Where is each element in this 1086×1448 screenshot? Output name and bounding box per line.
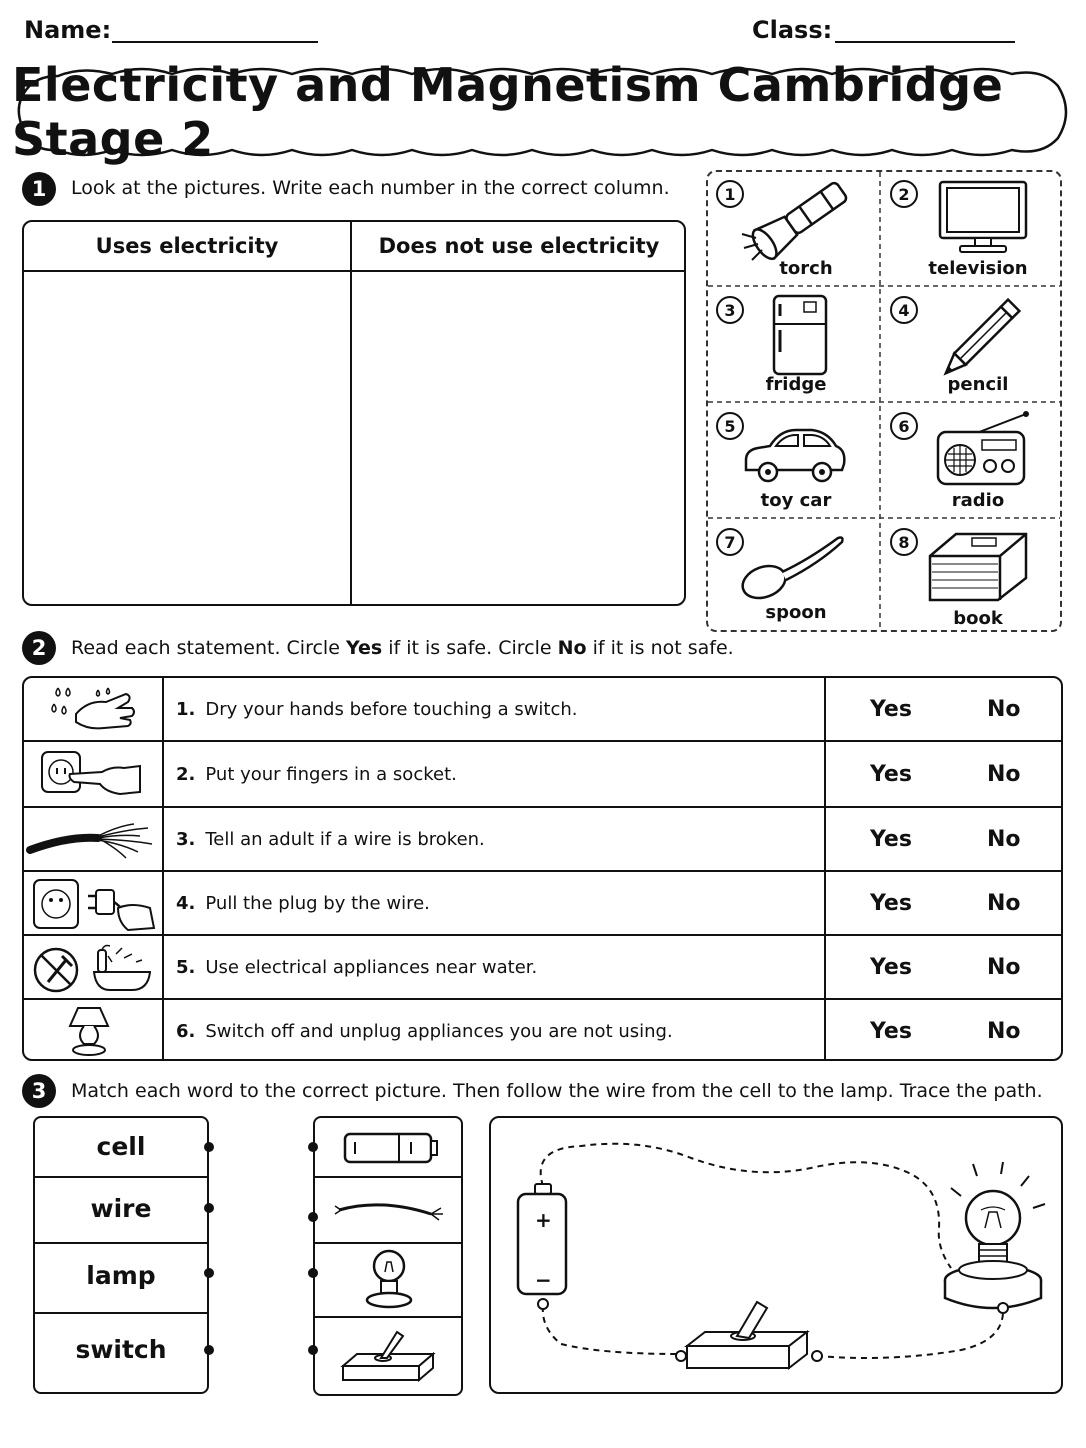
torch-icon [738, 182, 868, 262]
statement-number: 3. [176, 828, 196, 850]
spoon-icon [738, 530, 848, 604]
name-field[interactable] [112, 41, 318, 43]
battery-plus-sign: + [535, 1208, 552, 1232]
item-number: 4 [890, 296, 918, 324]
no-option[interactable]: No [987, 1019, 1021, 1044]
statement [176, 936, 537, 998]
yes-option[interactable]: Yes [870, 954, 912, 980]
no-option[interactable]: No [987, 826, 1021, 852]
table-row [24, 806, 1061, 870]
class-label: Class: [752, 16, 833, 44]
statement-number: 6. [176, 1021, 196, 1042]
yes-option[interactable]: Yes [870, 826, 912, 852]
table-row [24, 998, 1061, 1061]
section-1-instruction: Look at the pictures. Write each number in the correct column. [71, 177, 670, 199]
finger-socket-icon [40, 748, 146, 802]
table-row [24, 678, 1061, 740]
divider [315, 1316, 461, 1318]
picture-list [313, 1116, 463, 1396]
match-dot-wire[interactable] [204, 1203, 214, 1213]
word-wire: wire [90, 1194, 152, 1223]
divider [35, 1242, 207, 1244]
statement-text: Dry your hands before touching a switch. [205, 698, 578, 720]
yes-option[interactable]: Yes [870, 696, 912, 722]
yes-option[interactable]: Yes [870, 761, 912, 787]
statement-number: 5. [176, 956, 196, 978]
table-row [24, 934, 1061, 998]
statement-number: 2. [176, 763, 196, 785]
item-radio [882, 404, 1058, 519]
item-number: 1 [716, 180, 744, 208]
radio-icon [934, 410, 1030, 492]
item-label: torch [779, 258, 833, 279]
circuit-diagram [489, 1116, 1063, 1394]
yes-option[interactable]: Yes [870, 890, 912, 916]
statement [176, 872, 430, 934]
class-field[interactable] [835, 41, 1015, 43]
item-number: 5 [716, 412, 744, 440]
item-label: toy car [760, 490, 832, 511]
section-1-badge: 1 [22, 172, 56, 206]
no-option[interactable]: No [987, 696, 1021, 722]
instruction-yes: Yes [345, 637, 383, 659]
item-label: television [928, 258, 1028, 279]
statement [176, 742, 457, 806]
item-torch [708, 172, 884, 287]
word-switch: switch [75, 1335, 167, 1364]
word-list [33, 1116, 209, 1394]
item-label: fridge [765, 374, 827, 395]
column-divider [350, 222, 352, 604]
match-dot-cell[interactable] [204, 1142, 214, 1152]
lamp-icon [64, 1004, 114, 1060]
instruction-text: if it is safe. Circle [382, 637, 558, 659]
pencil-icon [936, 294, 1032, 376]
no-electricity-answer-area[interactable] [358, 278, 680, 600]
statement-text: Put your fingers in a socket. [205, 763, 457, 785]
item-fridge [708, 288, 884, 403]
divider [35, 1176, 207, 1178]
word-cell: cell [96, 1132, 146, 1161]
name-label: Name: [24, 16, 112, 44]
bulb-icon [361, 1248, 417, 1314]
column-no-electricity: Does not use electricity [378, 234, 660, 258]
toy-car-icon [742, 422, 848, 488]
section-2-badge: 2 [22, 631, 56, 665]
item-spoon [708, 520, 884, 635]
battery-icon [341, 1130, 441, 1166]
statement [176, 1000, 673, 1061]
broken-wire-icon [28, 816, 158, 864]
divider [315, 1176, 461, 1178]
table-row [24, 870, 1061, 934]
table-row [24, 740, 1061, 806]
no-option[interactable]: No [987, 761, 1021, 787]
statement-text: Pull the plug by the wire. [205, 892, 430, 914]
statement-number: 1. [176, 698, 196, 720]
book-icon [926, 528, 1030, 608]
statement [176, 808, 485, 870]
instruction-text: if it is not safe. [586, 637, 734, 659]
column-uses-electricity: Uses electricity [95, 234, 279, 258]
item-number: 8 [890, 528, 918, 556]
section-3-badge: 3 [22, 1074, 56, 1108]
divider [315, 1242, 461, 1244]
statement-number: 4. [176, 892, 196, 914]
instruction-no: No [557, 637, 587, 659]
item-number: 2 [890, 180, 918, 208]
pull-plug-icon [32, 878, 158, 932]
statement-text: Tell an adult if a wire is broken. [205, 828, 485, 850]
item-label: pencil [947, 374, 1009, 395]
section-3-instruction: Match each word to the correct picture. Then follow the wire from the cell to the lamp. Trace the path. [71, 1080, 1043, 1102]
statement [176, 678, 578, 740]
item-toy-car [708, 404, 884, 519]
match-dot-switch[interactable] [204, 1345, 214, 1355]
page-title: Electricity and Magnetism Cambridge Stage 2 [12, 58, 1004, 166]
yes-option[interactable]: Yes [870, 1019, 912, 1044]
match-dot-lamp[interactable] [204, 1268, 214, 1278]
circuit-drawing [491, 1118, 1061, 1392]
sorting-table [22, 220, 686, 606]
item-label: book [953, 608, 1003, 629]
no-option[interactable]: No [987, 890, 1021, 916]
item-label: spoon [765, 602, 827, 623]
picture-grid [706, 170, 1062, 632]
title-banner [12, 58, 1072, 166]
uses-electricity-answer-area[interactable] [30, 278, 344, 600]
item-label: radio [951, 490, 1005, 511]
battery-minus-sign: − [535, 1268, 552, 1292]
word-lamp: lamp [86, 1261, 156, 1290]
statement-text: Use electrical appliances near water. [205, 956, 538, 978]
item-pencil [882, 288, 1058, 403]
instruction-text: Read each statement. Circle [71, 637, 346, 659]
fridge-icon [768, 294, 832, 376]
item-book [882, 520, 1058, 635]
section-2-instruction [71, 637, 734, 659]
header-divider [24, 270, 684, 272]
wire-icon [331, 1194, 451, 1230]
television-icon [932, 178, 1032, 258]
appliance-bath-icon [32, 942, 158, 996]
safety-table [22, 676, 1063, 1061]
statement-text: Switch off and unplug appliances you are not using. [205, 1021, 673, 1042]
item-number: 7 [716, 528, 744, 556]
item-number: 6 [890, 412, 918, 440]
item-television [882, 172, 1058, 287]
divider [35, 1312, 207, 1314]
no-option[interactable]: No [987, 954, 1021, 980]
item-number: 3 [716, 296, 744, 324]
switch-icon [339, 1326, 439, 1386]
wet-hands-icon [48, 684, 140, 734]
